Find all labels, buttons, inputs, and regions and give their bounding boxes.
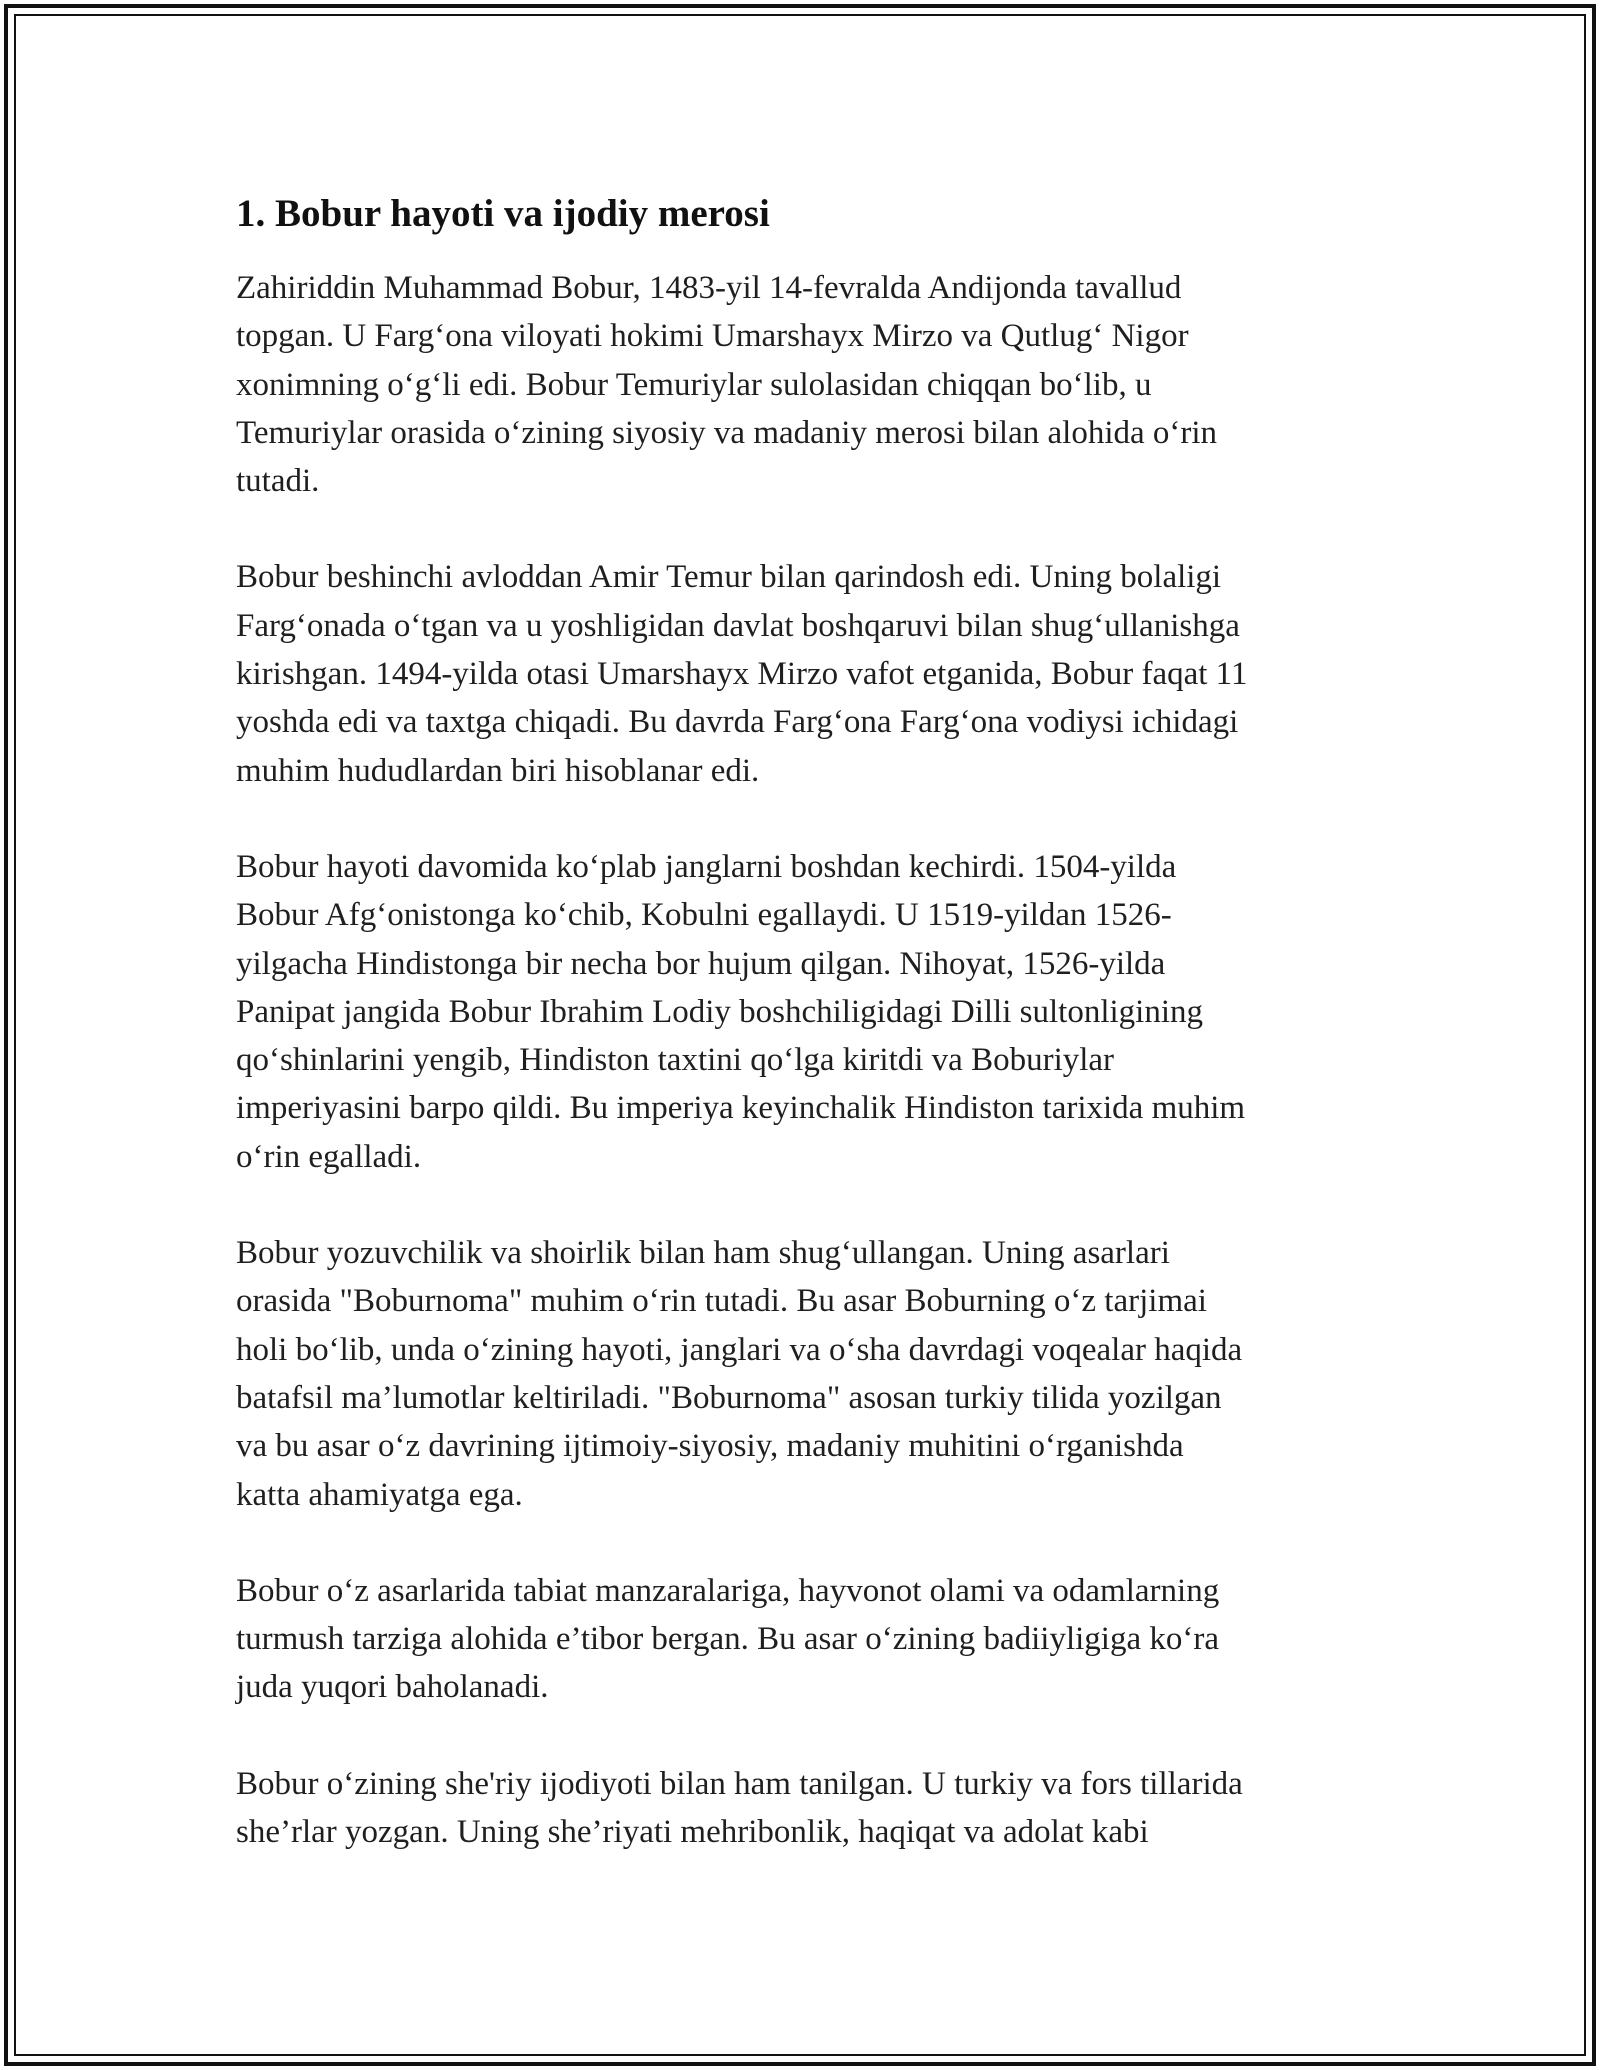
paragraph-4: Bobur yozuvchilik va shoirlik bilan ham shug‘ullangan. Uning asarlari orasida "Boburnoma" muhim o‘rin tutadi. Bu asar Boburning o‘z tarjimai holi bo‘lib, unda o‘zining hayoti, janglari va o‘sha davrdagi voqealar haqida batafsil ma’lumotlar keltiriladi. "Boburnoma" asosan turkiy tilida yozilgan va bu asar o‘z davrining ijtimoiy-siyosiy, madaniy muhitini o‘rganishda katta ahamiyatga ega. <box>236 1235 1243 1513</box>
paragraph-5: Bobur o‘z asarlarida tabiat manzaralariga, hayvonot olami va odamlarning turmush tarziga alohida e’tibor bergan. Bu asar o‘zining badiiyligiga ko‘ra juda yuqori baholanadi. <box>236 1572 1220 1706</box>
paragraph-6: Bobur o‘zining she'riy ijodiyoti bilan ham tanilgan. U turkiy va fors tillarida she’rlar yozgan. Uning she’riyati mehribonlik, haqiqat va adolat kabi <box>236 1765 1243 1851</box>
paragraph-3: Bobur hayoti davomida ko‘plab janglarni boshdan kechirdi. 1504-yilda Bobur Afg‘onistonga ko‘chib, Kobulni egallaydi. U 1519-yildan 1526- yilgacha Hindistonga bir necha bor hujum qilgan. Nihoyat, 1526-yilda Panipat jangida Bobur Ibrahim Lodiy boshchiligidagi Dilli sultonligining qo‘shinlarini yengib, Hindiston taxtini qo‘lga kiritdi va Boburiylar imperiyasini barpo qildi. Bu imperiya keyinchalik Hindiston tarixida muhim o‘rin egalladi. <box>236 848 1246 1175</box>
paragraph-2: Bobur beshinchi avloddan Amir Temur bilan qarindosh edi. Uning bolaligi Farg‘onada o‘tgan va u yoshligidan davlat boshqaruvi bilan shug‘ullanishga kirishgan. 1494-yilda otasi Umarshayx Mirzo vafot etganida, Bobur faqat 11 yoshda edi va taxtga chiqadi. Bu davrda Farg‘ona Farg‘ona vodiysi ichidagi muhim hududlardan biri hisoblanar edi. <box>236 559 1248 789</box>
document-body <box>236 188 1376 1904</box>
section-heading: 1. Bobur hayoti va ijodiy merosi <box>236 192 770 235</box>
paragraph-1: Zahiriddin Muhammad Bobur, 1483-yil 14-fevralda Andijonda tavallud topgan. U Farg‘ona viloyati hokimi Umarshayx Mirzo va Qutlug‘ Nigor xonimning o‘g‘li edi. Bobur Temuriylar sulolasidan chiqqan bo‘lib, u Temuriylar orasida o‘zining siyosiy va madaniy merosi bilan alohida o‘rin tutadi. <box>236 270 1218 500</box>
